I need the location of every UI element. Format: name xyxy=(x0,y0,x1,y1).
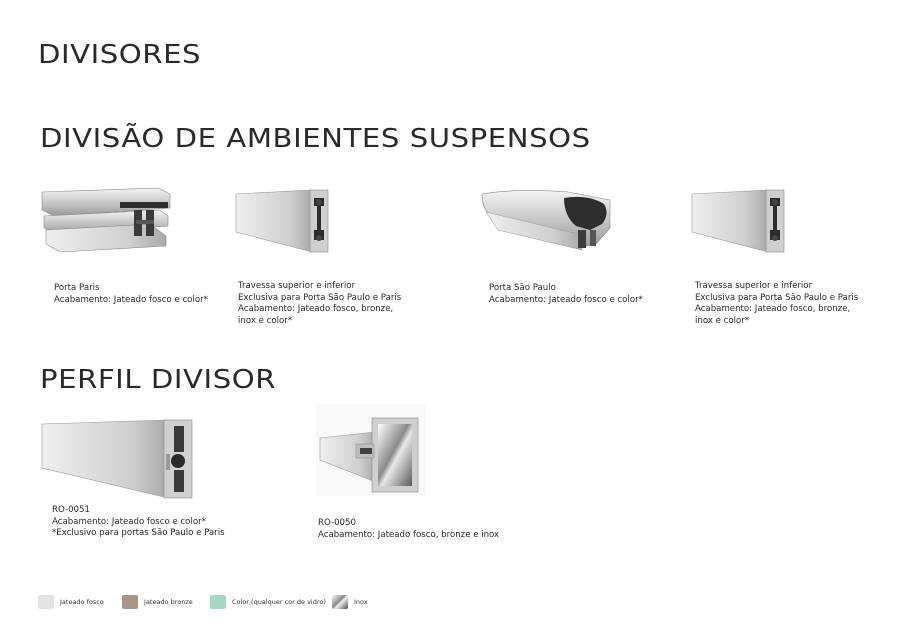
ro-0051-caption xyxy=(52,505,225,540)
legend-item-jateado-bronze xyxy=(122,595,193,609)
caption-line: RO-0050 xyxy=(318,518,356,528)
legend-item-color xyxy=(210,595,326,609)
caption-line: Porta São Paulo xyxy=(489,283,556,293)
legend-item-jateado-fosco xyxy=(38,595,104,609)
caption-line: *Exclusivo para portas São Paulo e Paris xyxy=(52,528,225,539)
legend-label: Color (qualquer cor de vidro) xyxy=(232,598,326,606)
caption-line: Travessa superior e inferior xyxy=(695,281,813,291)
caption-line: inox e color* xyxy=(695,315,750,326)
caption-line: Acabamento: Jateado fosco, bronze, xyxy=(238,304,394,315)
ro-0050-caption xyxy=(318,518,499,541)
caption-line: Acabamento: Jateado fosco, bronze e inox xyxy=(318,529,500,540)
swatch-color xyxy=(210,595,226,609)
legend-item-inox xyxy=(332,595,368,609)
legend-label: Jateado bronze xyxy=(144,598,193,606)
legend-label: Inox xyxy=(354,598,368,606)
caption-line: Acabamento: Jateado fosco, bronze, xyxy=(695,304,851,315)
porta-paris-caption xyxy=(54,283,208,306)
legend-label: Jateado fosco xyxy=(60,598,104,606)
swatch-jateado-fosco xyxy=(38,595,54,609)
caption-line: Exclusiva para Porta São Paulo e Paris xyxy=(238,292,402,303)
travessa-profile-icon xyxy=(690,188,788,254)
caption-line: inox e color* xyxy=(238,315,293,326)
swatch-inox xyxy=(332,595,348,609)
caption-line: RO-0051 xyxy=(52,505,90,515)
caption-line: Acabamento: Jateado fosco e color* xyxy=(54,294,208,305)
section-title-suspensos: DIVISÃO DE AMBIENTES SUSPENSOS xyxy=(40,124,591,154)
travessa-caption-1 xyxy=(238,281,401,327)
porta-sao-paulo-caption xyxy=(489,283,643,306)
caption-line: Porta Paris xyxy=(54,283,100,293)
section-title-perfil-divisor: PERFIL DIVISOR xyxy=(40,365,277,395)
porta-paris-profile-icon xyxy=(40,186,172,256)
travessa-caption-2 xyxy=(695,281,858,327)
ro-0051-profile-icon xyxy=(40,418,196,500)
caption-line: Travessa superior e inferior xyxy=(238,281,356,291)
porta-sao-paulo-profile-icon xyxy=(478,186,616,256)
ro-0050-profile-icon xyxy=(316,404,426,496)
swatch-jateado-bronze xyxy=(122,595,138,609)
caption-line: Acabamento: Jateado fosco e color* xyxy=(52,516,206,527)
caption-line: Exclusiva para Porta São Paulo e Paris xyxy=(695,292,859,303)
caption-line: Acabamento: Jateado fosco e color* xyxy=(489,294,643,305)
page-title: DIVISORES xyxy=(38,40,202,70)
travessa-profile-icon xyxy=(234,188,332,254)
